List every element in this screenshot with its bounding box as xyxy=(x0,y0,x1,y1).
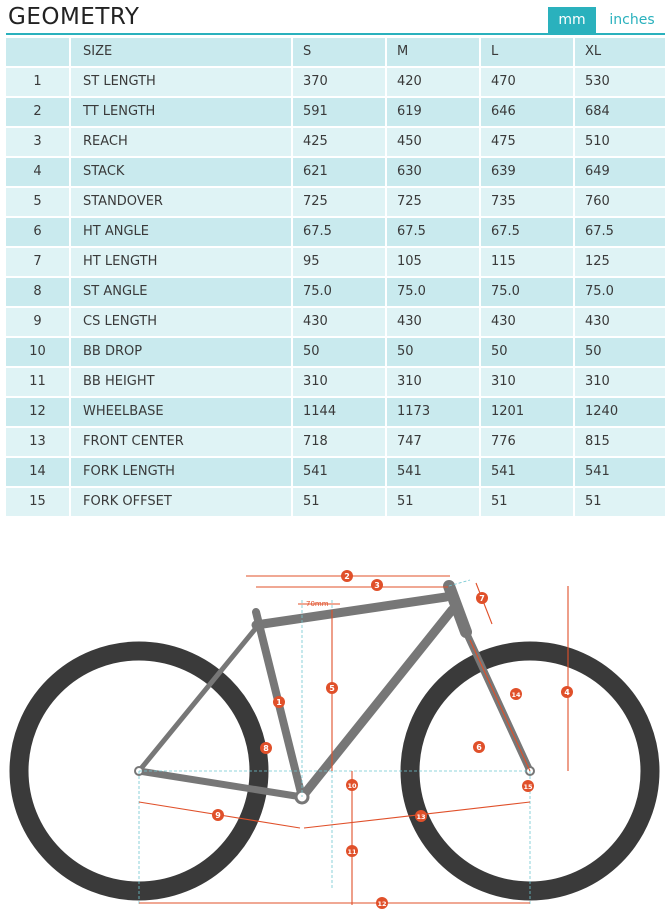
cell-l: 1201 xyxy=(481,398,573,426)
geometry-header xyxy=(0,0,665,36)
marker-number: 2 xyxy=(344,572,350,581)
cell-xl: 430 xyxy=(575,308,665,336)
dimension-marker xyxy=(510,688,522,700)
bike-geometry-diagram xyxy=(0,548,665,911)
cell-size: FRONT CENTER xyxy=(71,428,291,456)
cell-size: FORK LENGTH xyxy=(71,458,291,486)
marker-number: 3 xyxy=(374,581,380,590)
cell-m: 75.0 xyxy=(387,278,479,306)
cell-s: 591 xyxy=(293,98,385,126)
column-header-s: S xyxy=(293,38,385,66)
cell-xl: 684 xyxy=(575,98,665,126)
table-row xyxy=(6,368,665,398)
table-row xyxy=(6,338,665,368)
dimension-marker xyxy=(341,570,353,582)
cell-m: 1173 xyxy=(387,398,479,426)
cell-index: 4 xyxy=(6,158,69,186)
cell-s: 50 xyxy=(293,338,385,366)
cell-size: BB HEIGHT xyxy=(71,368,291,396)
cell-size: TT LENGTH xyxy=(71,98,291,126)
marker-number: 15 xyxy=(523,783,533,791)
cell-size: CS LENGTH xyxy=(71,308,291,336)
cell-index: 11 xyxy=(6,368,69,396)
head-tube xyxy=(449,586,466,632)
cell-m: 420 xyxy=(387,68,479,96)
cell-l: 735 xyxy=(481,188,573,216)
fork-offset-label: 70mm xyxy=(306,600,329,608)
cell-s: 370 xyxy=(293,68,385,96)
chain-stay xyxy=(139,771,302,797)
table-row xyxy=(6,458,665,488)
cell-size: HT ANGLE xyxy=(71,218,291,246)
cell-m: 619 xyxy=(387,98,479,126)
cell-index: 2 xyxy=(6,98,69,126)
cell-xl: 760 xyxy=(575,188,665,216)
cell-l: 541 xyxy=(481,458,573,486)
cell-xl: 649 xyxy=(575,158,665,186)
cell-l: 50 xyxy=(481,338,573,366)
cell-index: 15 xyxy=(6,488,69,516)
table-row xyxy=(6,218,665,248)
dimension-marker xyxy=(415,810,427,822)
cell-m: 50 xyxy=(387,338,479,366)
cell-size: WHEELBASE xyxy=(71,398,291,426)
cell-index: 12 xyxy=(6,398,69,426)
dimension-marker xyxy=(326,682,338,694)
cell-l: 75.0 xyxy=(481,278,573,306)
marker-number: 13 xyxy=(416,813,426,821)
table-row xyxy=(6,188,665,218)
cell-m: 541 xyxy=(387,458,479,486)
cell-l: 776 xyxy=(481,428,573,456)
cell-xl: 310 xyxy=(575,368,665,396)
cell-xl: 1240 xyxy=(575,398,665,426)
cell-l: 639 xyxy=(481,158,573,186)
cell-s: 425 xyxy=(293,128,385,156)
cell-index: 13 xyxy=(6,428,69,456)
cell-l: 310 xyxy=(481,368,573,396)
cell-m: 747 xyxy=(387,428,479,456)
column-header-size: SIZE xyxy=(71,38,291,66)
page-title: GEOMETRY xyxy=(8,4,140,30)
cell-s: 430 xyxy=(293,308,385,336)
cell-size: FORK OFFSET xyxy=(71,488,291,516)
cell-s: 621 xyxy=(293,158,385,186)
table-row xyxy=(6,488,665,518)
marker-number: 11 xyxy=(347,848,357,856)
cell-size: BB DROP xyxy=(71,338,291,366)
table-row xyxy=(6,278,665,308)
cell-s: 95 xyxy=(293,248,385,276)
dimension-marker xyxy=(371,579,383,591)
cell-m: 310 xyxy=(387,368,479,396)
marker-number: 12 xyxy=(377,900,387,908)
cell-index: 10 xyxy=(6,338,69,366)
dimension-marker xyxy=(346,779,358,791)
cell-l: 646 xyxy=(481,98,573,126)
dimension-marker xyxy=(260,742,272,754)
dimension-marker xyxy=(476,592,488,604)
marker-number: 1 xyxy=(276,698,282,707)
cell-index: 8 xyxy=(6,278,69,306)
cell-xl: 541 xyxy=(575,458,665,486)
cell-size: STACK xyxy=(71,158,291,186)
unit-inches-button[interactable]: inches xyxy=(600,7,664,33)
dimension-marker xyxy=(473,741,485,753)
dimension-marker xyxy=(273,696,285,708)
cell-index: 1 xyxy=(6,68,69,96)
dimension-marker xyxy=(522,780,534,792)
cell-l: 51 xyxy=(481,488,573,516)
dimension-marker xyxy=(212,809,224,821)
cell-index: 6 xyxy=(6,218,69,246)
table-row xyxy=(6,158,665,188)
cell-xl: 75.0 xyxy=(575,278,665,306)
cell-m: 450 xyxy=(387,128,479,156)
header-divider xyxy=(6,33,665,35)
column-header-index xyxy=(6,38,69,66)
table-row xyxy=(6,68,665,98)
cell-s: 541 xyxy=(293,458,385,486)
cell-xl: 125 xyxy=(575,248,665,276)
marker-number: 10 xyxy=(347,782,357,790)
marker-number: 4 xyxy=(564,688,570,697)
cell-index: 7 xyxy=(6,248,69,276)
cell-size: ST LENGTH xyxy=(71,68,291,96)
unit-mm-button[interactable]: mm xyxy=(548,7,596,33)
table-row xyxy=(6,128,665,158)
cell-xl: 51 xyxy=(575,488,665,516)
cell-s: 75.0 xyxy=(293,278,385,306)
cell-s: 718 xyxy=(293,428,385,456)
table-row xyxy=(6,428,665,458)
cell-s: 51 xyxy=(293,488,385,516)
table-row xyxy=(6,308,665,338)
cell-l: 475 xyxy=(481,128,573,156)
cell-size: REACH xyxy=(71,128,291,156)
cell-l: 67.5 xyxy=(481,218,573,246)
cell-xl: 510 xyxy=(575,128,665,156)
cell-m: 67.5 xyxy=(387,218,479,246)
dimension-marker xyxy=(561,686,573,698)
cell-m: 725 xyxy=(387,188,479,216)
cell-l: 115 xyxy=(481,248,573,276)
cell-size: STANDOVER xyxy=(71,188,291,216)
cell-m: 51 xyxy=(387,488,479,516)
cell-m: 430 xyxy=(387,308,479,336)
cell-s: 67.5 xyxy=(293,218,385,246)
cell-s: 310 xyxy=(293,368,385,396)
top-tube xyxy=(256,597,446,625)
cell-l: 470 xyxy=(481,68,573,96)
cell-s: 1144 xyxy=(293,398,385,426)
cell-m: 630 xyxy=(387,158,479,186)
table-row xyxy=(6,98,665,128)
cell-index: 9 xyxy=(6,308,69,336)
dimension-marker xyxy=(376,897,388,909)
cell-index: 14 xyxy=(6,458,69,486)
geometry-table xyxy=(6,38,665,518)
marker-number: 8 xyxy=(263,744,269,753)
marker-number: 14 xyxy=(511,691,521,699)
marker-number: 6 xyxy=(476,743,482,752)
marker-number: 9 xyxy=(215,811,221,820)
marker-number: 7 xyxy=(479,594,485,603)
cell-xl: 50 xyxy=(575,338,665,366)
cell-xl: 815 xyxy=(575,428,665,456)
cell-size: HT LENGTH xyxy=(71,248,291,276)
cell-index: 3 xyxy=(6,128,69,156)
cell-xl: 530 xyxy=(575,68,665,96)
table-row xyxy=(6,398,665,428)
dimension-marker xyxy=(346,845,358,857)
cell-l: 430 xyxy=(481,308,573,336)
column-header-m: M xyxy=(387,38,479,66)
table-row xyxy=(6,248,665,278)
cell-xl: 67.5 xyxy=(575,218,665,246)
table-header-row xyxy=(6,38,665,68)
column-header-xl: XL xyxy=(575,38,665,66)
marker-number: 5 xyxy=(329,684,335,693)
cell-size: ST ANGLE xyxy=(71,278,291,306)
cell-s: 725 xyxy=(293,188,385,216)
reference-lines xyxy=(139,580,530,905)
cell-index: 5 xyxy=(6,188,69,216)
column-header-l: L xyxy=(481,38,573,66)
cell-m: 105 xyxy=(387,248,479,276)
